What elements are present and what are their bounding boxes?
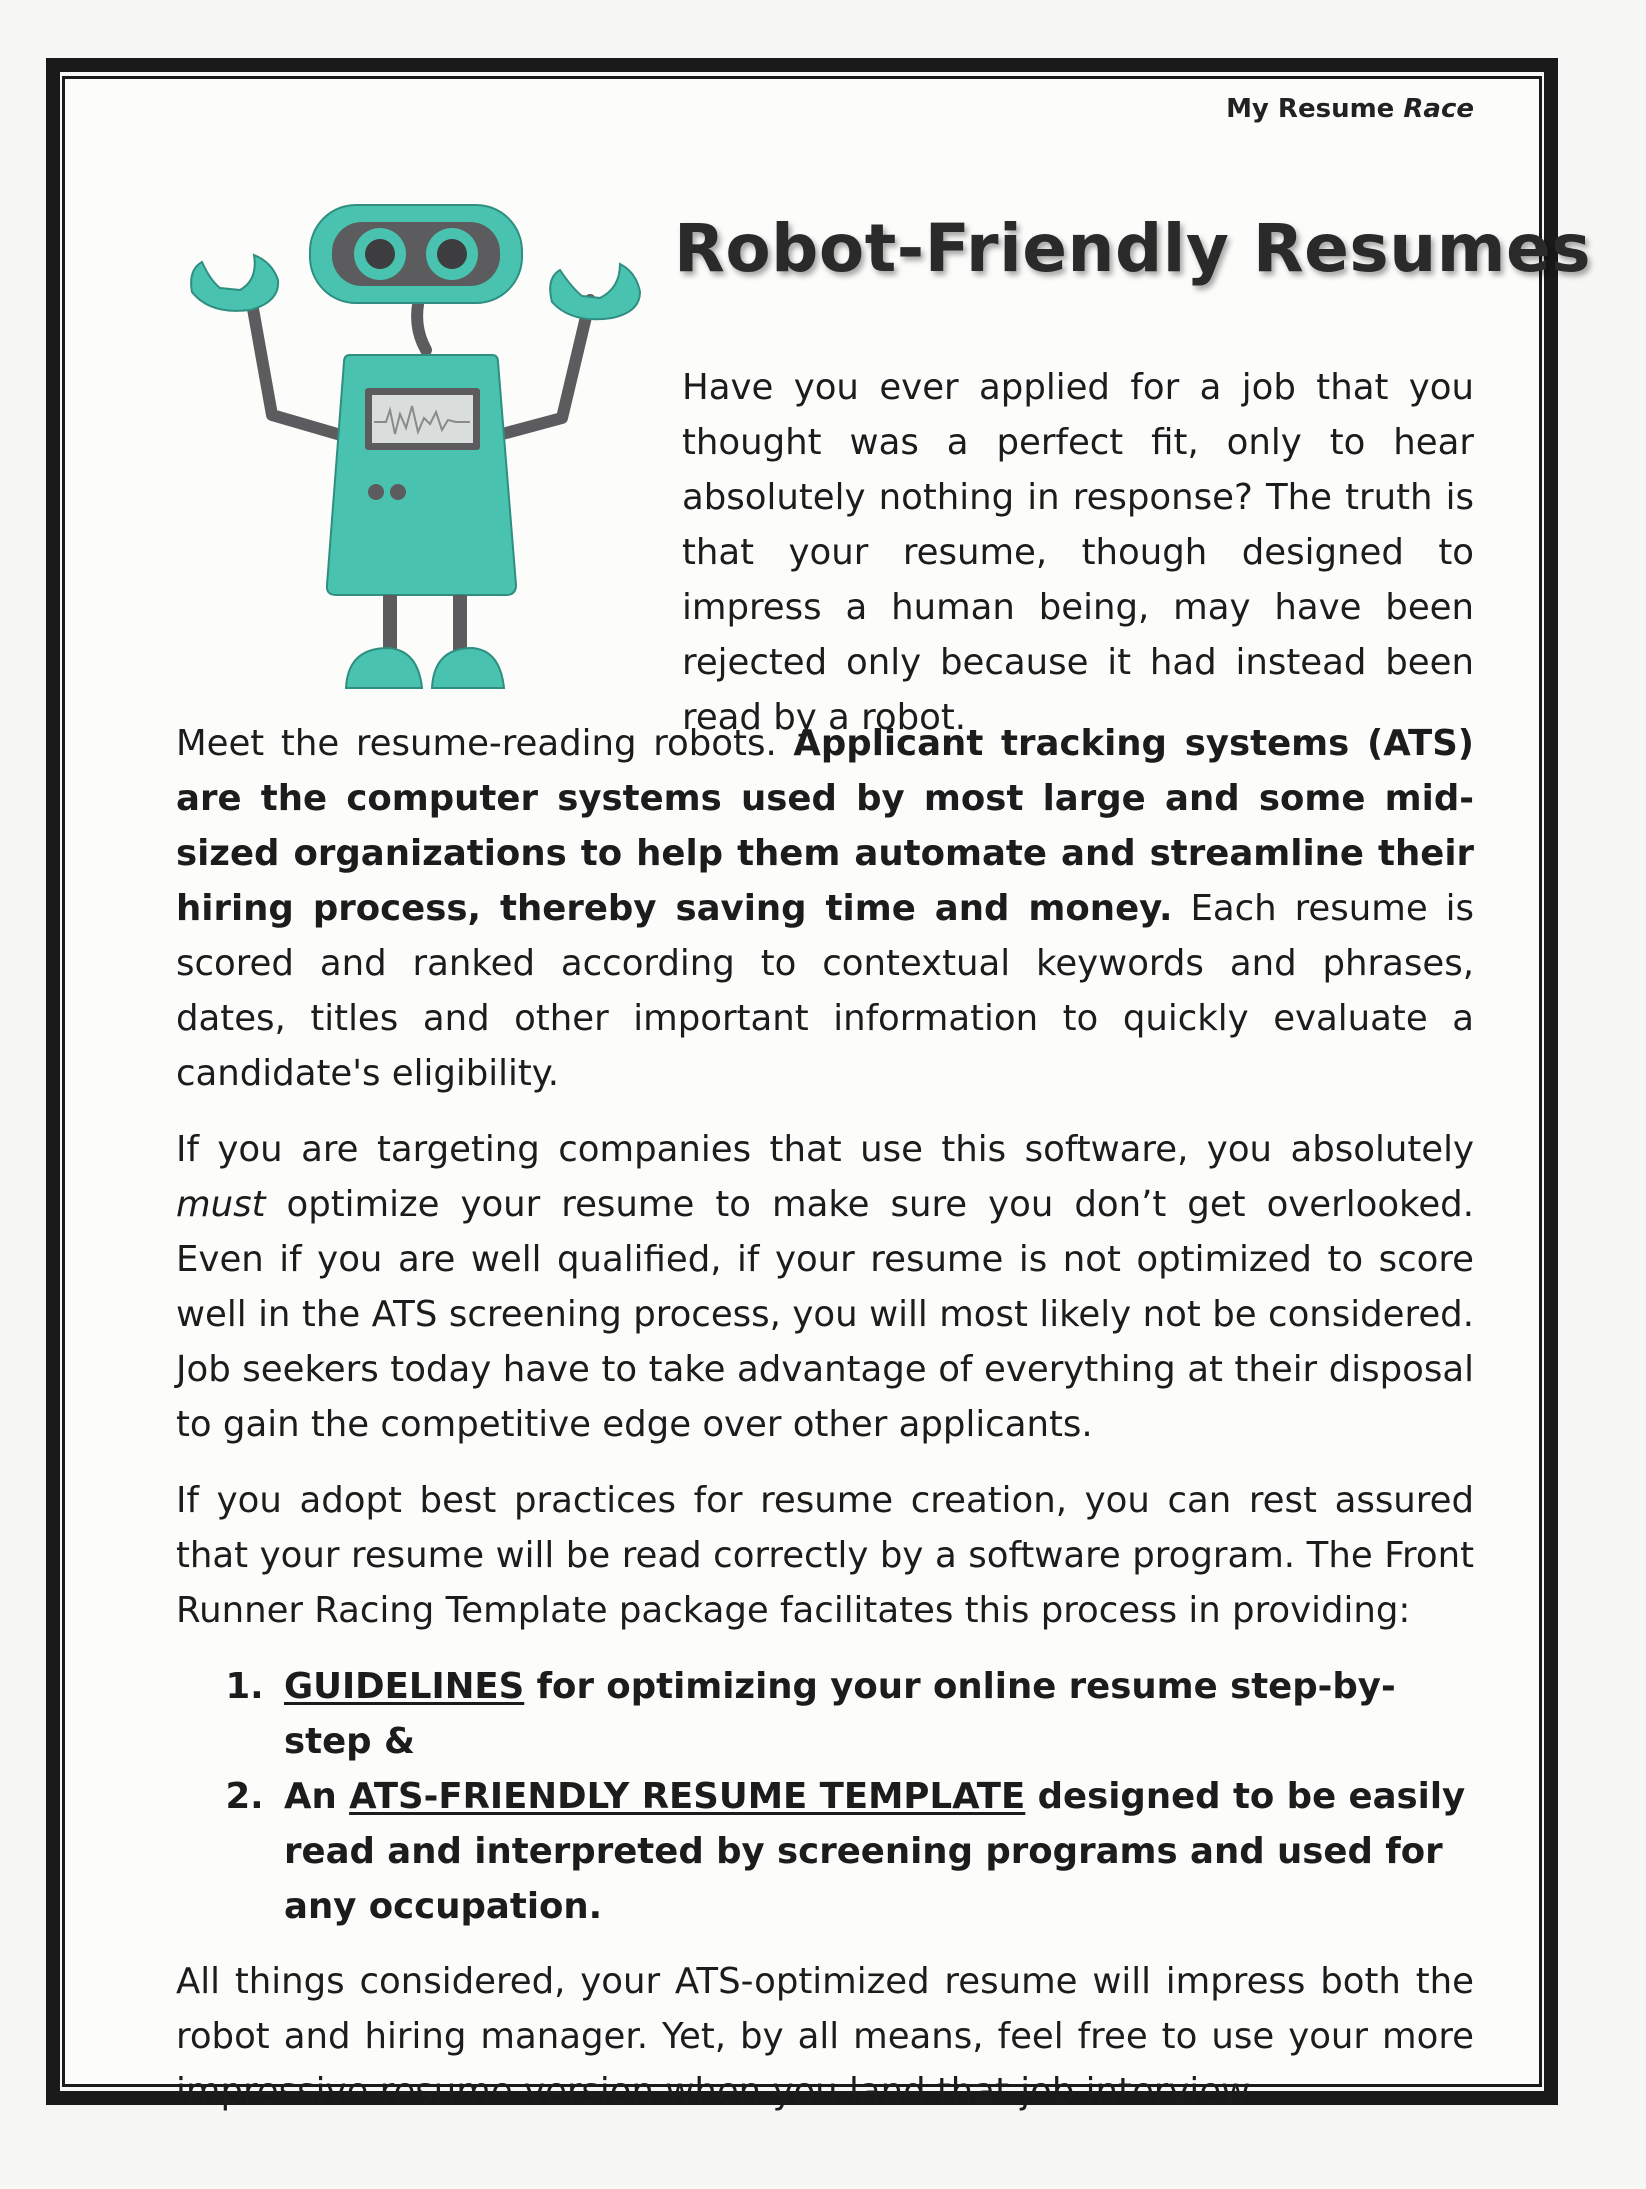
list-item <box>276 1769 1474 1934</box>
p2-b: optimize your resume to make sure you don’t get overlooked. Even if you are well qualified, if your resume is not optimized to score well in the ATS screening process, you will most likely not be considered. Job seekers today have to take advantage of everything at their disposal to gain the competitive edge over other applicants. <box>176 1184 1474 1445</box>
robot-right-claw <box>550 264 640 319</box>
robot-left-foot <box>346 648 422 688</box>
paragraph-best-practices: If you adopt best practices for resume creation, you can rest assured that your resume will be read correctly by a software program. The Front Runner Racing Template package facilitates this process in providing: <box>176 1480 1474 1631</box>
paragraph-ats-intro <box>176 716 1474 1101</box>
body-content <box>176 716 1474 2140</box>
p2-emphasis: must <box>176 1184 266 1225</box>
p2-a: If you are targeting companies that use this software, you absolutely <box>176 1129 1474 1170</box>
list-item <box>276 1659 1474 1769</box>
robot-illustration <box>180 200 660 700</box>
robot-button <box>390 484 406 500</box>
list-item-pre: An <box>284 1776 350 1817</box>
page-title: Robot-Friendly Resumes <box>674 210 1592 287</box>
robot-right-foot <box>432 648 504 688</box>
list-item-post: designed to be easily read and interpreted by screening programs and used for any occupation. <box>284 1776 1466 1927</box>
brand-suffix: Race <box>1403 94 1474 124</box>
guidelines-label: GUIDELINES <box>284 1666 525 1707</box>
p1-lead: Meet the resume-reading robots. <box>176 723 794 764</box>
robot-left-claw <box>191 255 278 311</box>
intro-paragraph: Have you ever applied for a job that you thought was a perfect fit, only to hear absolutely nothing in response? The truth is that your resume, though designed to impress a human being, may have been rejected only because it had instead been read by a robot. <box>682 367 1474 738</box>
paragraph-conclusion: All things considered, your ATS-optimized resume will impress both the robot and hiring manager. Yet, by all means, feel free to use your more impressive resume version when you land that job interview. <box>176 1961 1474 2112</box>
template-label: ATS-FRIENDLY RESUME TEMPLATE <box>349 1776 1026 1817</box>
robot-button <box>368 484 384 500</box>
p1-bold: Applicant tracking systems (ATS) are the computer systems used by most large and some mid-sized organizations to help them automate and streamline their hiring process, thereby saving time and money. <box>176 723 1474 929</box>
header-brand <box>1226 94 1474 124</box>
paragraph-optimize <box>176 1122 1474 1452</box>
feature-list <box>176 1659 1474 1934</box>
list-item-post: for optimizing your online resume step-by-step & <box>284 1666 1396 1762</box>
p1-rest: Each resume is scored and ranked according to contextual keywords and phrases, dates, titles and other important information to quickly evaluate a candidate's eligibility. <box>176 888 1474 1094</box>
brand-prefix: My Resume <box>1226 94 1395 124</box>
